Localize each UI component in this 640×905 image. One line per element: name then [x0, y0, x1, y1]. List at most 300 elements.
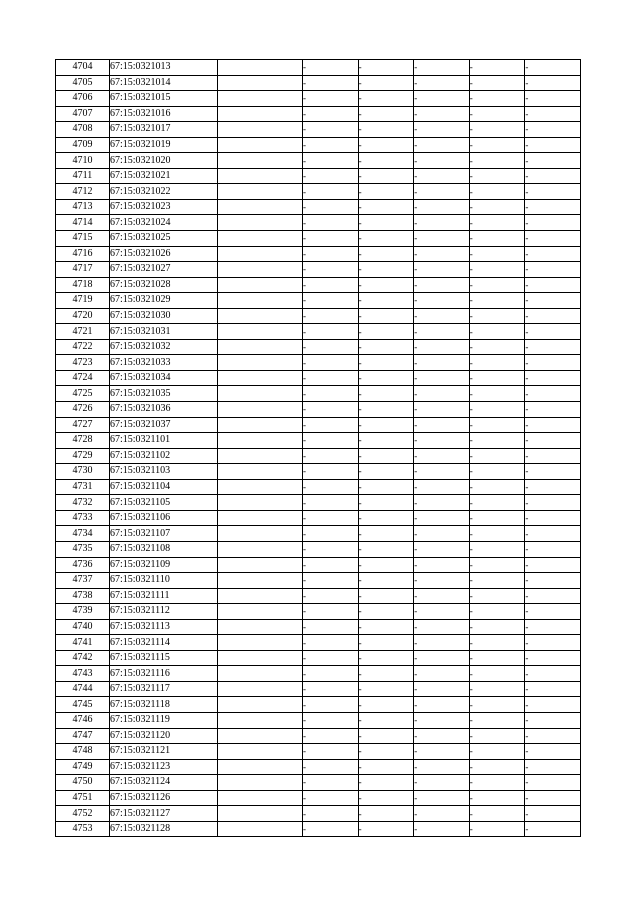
value-cell-4: - [469, 712, 525, 728]
value-cell-1: - [303, 339, 359, 355]
value-cell-1: - [303, 417, 359, 433]
name-cell [218, 821, 303, 837]
value-cell-5: - [525, 526, 581, 542]
value-cell-2: - [358, 355, 414, 371]
value-cell-1: - [303, 697, 359, 713]
table-row [56, 448, 581, 464]
value-cell-4: - [469, 324, 525, 340]
value-cell-2: - [358, 262, 414, 278]
value-cell-1: - [303, 790, 359, 806]
row-number-cell: 4725 [56, 386, 110, 402]
value-cell-2: - [358, 153, 414, 169]
cadastral-code-cell: 67:15:0321107 [110, 526, 218, 542]
name-cell [218, 75, 303, 91]
name-cell [218, 339, 303, 355]
value-cell-5: - [525, 464, 581, 480]
row-number-cell: 4739 [56, 604, 110, 620]
value-cell-3: - [414, 433, 470, 449]
table-row [56, 666, 581, 682]
value-cell-2: - [358, 510, 414, 526]
cadastral-code-cell: 67:15:0321128 [110, 821, 218, 837]
value-cell-2: - [358, 199, 414, 215]
value-cell-1: - [303, 293, 359, 309]
row-number-cell: 4731 [56, 479, 110, 495]
name-cell [218, 728, 303, 744]
value-cell-3: - [414, 308, 470, 324]
value-cell-3: - [414, 464, 470, 480]
name-cell [218, 666, 303, 682]
value-cell-2: - [358, 806, 414, 822]
table-row [56, 790, 581, 806]
cadastral-code-cell: 67:15:0321113 [110, 619, 218, 635]
value-cell-4: - [469, 184, 525, 200]
value-cell-3: - [414, 60, 470, 76]
value-cell-1: - [303, 91, 359, 107]
value-cell-5: - [525, 168, 581, 184]
value-cell-4: - [469, 588, 525, 604]
value-cell-1: - [303, 588, 359, 604]
table-row [56, 246, 581, 262]
value-cell-3: - [414, 728, 470, 744]
table-row [56, 231, 581, 247]
cadastral-code-cell: 67:15:0321104 [110, 479, 218, 495]
value-cell-1: - [303, 168, 359, 184]
row-number-cell: 4711 [56, 168, 110, 184]
table-row [56, 619, 581, 635]
value-cell-3: - [414, 184, 470, 200]
value-cell-5: - [525, 510, 581, 526]
value-cell-5: - [525, 60, 581, 76]
value-cell-5: - [525, 728, 581, 744]
row-number-cell: 4729 [56, 448, 110, 464]
row-number-cell: 4709 [56, 137, 110, 153]
cadastral-code-cell: 67:15:0321111 [110, 588, 218, 604]
row-number-cell: 4744 [56, 681, 110, 697]
value-cell-2: - [358, 231, 414, 247]
value-cell-4: - [469, 635, 525, 651]
cadastral-code-cell: 67:15:0321103 [110, 464, 218, 480]
value-cell-5: - [525, 573, 581, 589]
value-cell-2: - [358, 821, 414, 837]
value-cell-1: - [303, 402, 359, 418]
value-cell-3: - [414, 619, 470, 635]
value-cell-4: - [469, 246, 525, 262]
row-number-cell: 4741 [56, 635, 110, 651]
value-cell-2: - [358, 697, 414, 713]
value-cell-5: - [525, 324, 581, 340]
row-number-cell: 4714 [56, 215, 110, 231]
value-cell-2: - [358, 681, 414, 697]
value-cell-1: - [303, 666, 359, 682]
value-cell-4: - [469, 417, 525, 433]
value-cell-2: - [358, 728, 414, 744]
value-cell-5: - [525, 293, 581, 309]
value-cell-4: - [469, 666, 525, 682]
value-cell-5: - [525, 75, 581, 91]
value-cell-5: - [525, 246, 581, 262]
value-cell-2: - [358, 168, 414, 184]
value-cell-2: - [358, 339, 414, 355]
value-cell-3: - [414, 137, 470, 153]
cadastral-code-cell: 67:15:0321106 [110, 510, 218, 526]
value-cell-4: - [469, 464, 525, 480]
value-cell-4: - [469, 293, 525, 309]
table-row [56, 821, 581, 837]
cadastral-code-cell: 67:15:0321031 [110, 324, 218, 340]
table-row [56, 199, 581, 215]
table-row [56, 433, 581, 449]
value-cell-1: - [303, 712, 359, 728]
value-cell-5: - [525, 821, 581, 837]
value-cell-3: - [414, 168, 470, 184]
row-number-cell: 4705 [56, 75, 110, 91]
value-cell-2: - [358, 541, 414, 557]
value-cell-4: - [469, 495, 525, 511]
value-cell-5: - [525, 122, 581, 138]
value-cell-3: - [414, 417, 470, 433]
table-row [56, 417, 581, 433]
value-cell-2: - [358, 448, 414, 464]
name-cell [218, 417, 303, 433]
value-cell-1: - [303, 199, 359, 215]
row-number-cell: 4745 [56, 697, 110, 713]
cadastral-code-cell: 67:15:0321116 [110, 666, 218, 682]
value-cell-4: - [469, 402, 525, 418]
value-cell-4: - [469, 106, 525, 122]
value-cell-2: - [358, 246, 414, 262]
table-row [56, 277, 581, 293]
value-cell-4: - [469, 619, 525, 635]
value-cell-5: - [525, 681, 581, 697]
value-cell-1: - [303, 277, 359, 293]
value-cell-1: - [303, 464, 359, 480]
name-cell [218, 697, 303, 713]
value-cell-4: - [469, 759, 525, 775]
value-cell-3: - [414, 479, 470, 495]
row-number-cell: 4730 [56, 464, 110, 480]
cadastral-code-cell: 67:15:0321026 [110, 246, 218, 262]
value-cell-4: - [469, 728, 525, 744]
cadastral-code-cell: 67:15:0321114 [110, 635, 218, 651]
value-cell-3: - [414, 775, 470, 791]
value-cell-5: - [525, 91, 581, 107]
value-cell-3: - [414, 759, 470, 775]
cadastral-code-cell: 67:15:0321020 [110, 153, 218, 169]
value-cell-1: - [303, 370, 359, 386]
table-row [56, 495, 581, 511]
value-cell-5: - [525, 479, 581, 495]
value-cell-3: - [414, 106, 470, 122]
value-cell-1: - [303, 215, 359, 231]
name-cell [218, 153, 303, 169]
value-cell-2: - [358, 417, 414, 433]
table-row [56, 775, 581, 791]
table-row [56, 526, 581, 542]
row-number-cell: 4736 [56, 557, 110, 573]
table-row [56, 806, 581, 822]
value-cell-4: - [469, 75, 525, 91]
value-cell-1: - [303, 728, 359, 744]
row-number-cell: 4715 [56, 231, 110, 247]
value-cell-5: - [525, 448, 581, 464]
document-page [55, 59, 581, 837]
value-cell-3: - [414, 231, 470, 247]
row-number-cell: 4728 [56, 433, 110, 449]
value-cell-2: - [358, 293, 414, 309]
value-cell-5: - [525, 277, 581, 293]
table-row [56, 712, 581, 728]
value-cell-5: - [525, 744, 581, 760]
name-cell [218, 277, 303, 293]
cadastral-code-cell: 67:15:0321101 [110, 433, 218, 449]
value-cell-2: - [358, 386, 414, 402]
value-cell-1: - [303, 821, 359, 837]
value-cell-3: - [414, 355, 470, 371]
name-cell [218, 619, 303, 635]
value-cell-5: - [525, 697, 581, 713]
value-cell-1: - [303, 619, 359, 635]
value-cell-1: - [303, 526, 359, 542]
name-cell [218, 106, 303, 122]
value-cell-4: - [469, 60, 525, 76]
table-row [56, 324, 581, 340]
value-cell-4: - [469, 91, 525, 107]
value-cell-5: - [525, 231, 581, 247]
value-cell-1: - [303, 60, 359, 76]
value-cell-5: - [525, 650, 581, 666]
value-cell-3: - [414, 199, 470, 215]
value-cell-2: - [358, 184, 414, 200]
name-cell [218, 464, 303, 480]
value-cell-2: - [358, 277, 414, 293]
value-cell-1: - [303, 759, 359, 775]
table-row [56, 293, 581, 309]
value-cell-1: - [303, 386, 359, 402]
row-number-cell: 4722 [56, 339, 110, 355]
value-cell-1: - [303, 137, 359, 153]
value-cell-4: - [469, 650, 525, 666]
table-row [56, 604, 581, 620]
value-cell-2: - [358, 308, 414, 324]
row-number-cell: 4721 [56, 324, 110, 340]
value-cell-2: - [358, 604, 414, 620]
value-cell-1: - [303, 153, 359, 169]
name-cell [218, 402, 303, 418]
value-cell-1: - [303, 744, 359, 760]
value-cell-3: - [414, 339, 470, 355]
value-cell-3: - [414, 790, 470, 806]
name-cell [218, 806, 303, 822]
table-row [56, 588, 581, 604]
value-cell-1: - [303, 510, 359, 526]
value-cell-4: - [469, 573, 525, 589]
row-number-cell: 4732 [56, 495, 110, 511]
value-cell-4: - [469, 775, 525, 791]
value-cell-2: - [358, 370, 414, 386]
row-number-cell: 4713 [56, 199, 110, 215]
value-cell-4: - [469, 806, 525, 822]
row-number-cell: 4710 [56, 153, 110, 169]
value-cell-4: - [469, 821, 525, 837]
value-cell-2: - [358, 324, 414, 340]
name-cell [218, 355, 303, 371]
row-number-cell: 4720 [56, 308, 110, 324]
value-cell-3: - [414, 448, 470, 464]
value-cell-3: - [414, 293, 470, 309]
value-cell-1: - [303, 806, 359, 822]
value-cell-1: - [303, 106, 359, 122]
value-cell-4: - [469, 168, 525, 184]
name-cell [218, 510, 303, 526]
name-cell [218, 526, 303, 542]
cadastral-code-cell: 67:15:0321033 [110, 355, 218, 371]
cadastral-code-cell: 67:15:0321025 [110, 231, 218, 247]
value-cell-1: - [303, 324, 359, 340]
value-cell-1: - [303, 650, 359, 666]
row-number-cell: 4734 [56, 526, 110, 542]
value-cell-1: - [303, 122, 359, 138]
cadastral-code-cell: 67:15:0321029 [110, 293, 218, 309]
cadastral-code-cell: 67:15:0321028 [110, 277, 218, 293]
table-row [56, 697, 581, 713]
value-cell-2: - [358, 60, 414, 76]
row-number-cell: 4727 [56, 417, 110, 433]
value-cell-5: - [525, 386, 581, 402]
value-cell-3: - [414, 277, 470, 293]
value-cell-3: - [414, 370, 470, 386]
value-cell-5: - [525, 153, 581, 169]
cadastral-code-cell: 67:15:0321117 [110, 681, 218, 697]
value-cell-1: - [303, 681, 359, 697]
value-cell-5: - [525, 666, 581, 682]
name-cell [218, 650, 303, 666]
name-cell [218, 137, 303, 153]
row-number-cell: 4743 [56, 666, 110, 682]
value-cell-4: - [469, 262, 525, 278]
value-cell-2: - [358, 75, 414, 91]
table-body [56, 60, 581, 837]
value-cell-2: - [358, 495, 414, 511]
value-cell-5: - [525, 308, 581, 324]
value-cell-3: - [414, 821, 470, 837]
value-cell-4: - [469, 433, 525, 449]
row-number-cell: 4724 [56, 370, 110, 386]
cadastral-code-cell: 67:15:0321032 [110, 339, 218, 355]
value-cell-3: - [414, 557, 470, 573]
value-cell-5: - [525, 604, 581, 620]
cadastral-code-cell: 67:15:0321022 [110, 184, 218, 200]
value-cell-4: - [469, 448, 525, 464]
table-row [56, 386, 581, 402]
name-cell [218, 557, 303, 573]
value-cell-3: - [414, 806, 470, 822]
value-cell-1: - [303, 557, 359, 573]
cadastral-code-cell: 67:15:0321127 [110, 806, 218, 822]
cadastral-code-cell: 67:15:0321035 [110, 386, 218, 402]
table-row [56, 557, 581, 573]
value-cell-5: - [525, 433, 581, 449]
value-cell-5: - [525, 370, 581, 386]
row-number-cell: 4717 [56, 262, 110, 278]
value-cell-2: - [358, 790, 414, 806]
name-cell [218, 479, 303, 495]
value-cell-5: - [525, 339, 581, 355]
name-cell [218, 122, 303, 138]
value-cell-4: - [469, 137, 525, 153]
name-cell [218, 199, 303, 215]
cadastral-code-cell: 67:15:0321017 [110, 122, 218, 138]
value-cell-4: - [469, 122, 525, 138]
value-cell-5: - [525, 541, 581, 557]
table-row [56, 681, 581, 697]
value-cell-3: - [414, 75, 470, 91]
value-cell-3: - [414, 712, 470, 728]
table-row [56, 573, 581, 589]
name-cell [218, 262, 303, 278]
table-row [56, 184, 581, 200]
value-cell-1: - [303, 355, 359, 371]
name-cell [218, 573, 303, 589]
value-cell-4: - [469, 697, 525, 713]
name-cell [218, 495, 303, 511]
value-cell-4: - [469, 308, 525, 324]
cadastral-code-cell: 67:15:0321109 [110, 557, 218, 573]
value-cell-2: - [358, 91, 414, 107]
cadastral-code-cell: 67:15:0321030 [110, 308, 218, 324]
value-cell-2: - [358, 464, 414, 480]
value-cell-4: - [469, 510, 525, 526]
row-number-cell: 4712 [56, 184, 110, 200]
value-cell-2: - [358, 106, 414, 122]
value-cell-1: - [303, 184, 359, 200]
table-row [56, 510, 581, 526]
value-cell-5: - [525, 106, 581, 122]
name-cell [218, 759, 303, 775]
name-cell [218, 635, 303, 651]
value-cell-4: - [469, 386, 525, 402]
table-row [56, 75, 581, 91]
name-cell [218, 681, 303, 697]
row-number-cell: 4751 [56, 790, 110, 806]
row-number-cell: 4726 [56, 402, 110, 418]
row-number-cell: 4740 [56, 619, 110, 635]
value-cell-5: - [525, 355, 581, 371]
value-cell-1: - [303, 231, 359, 247]
table-row [56, 650, 581, 666]
name-cell [218, 293, 303, 309]
table-row [56, 479, 581, 495]
row-number-cell: 4706 [56, 91, 110, 107]
row-number-cell: 4735 [56, 541, 110, 557]
value-cell-4: - [469, 277, 525, 293]
value-cell-5: - [525, 417, 581, 433]
row-number-cell: 4747 [56, 728, 110, 744]
row-number-cell: 4723 [56, 355, 110, 371]
name-cell [218, 308, 303, 324]
value-cell-2: - [358, 479, 414, 495]
value-cell-2: - [358, 666, 414, 682]
row-number-cell: 4748 [56, 744, 110, 760]
name-cell [218, 448, 303, 464]
value-cell-1: - [303, 246, 359, 262]
name-cell [218, 324, 303, 340]
cadastral-code-cell: 67:15:0321119 [110, 712, 218, 728]
value-cell-2: - [358, 712, 414, 728]
value-cell-4: - [469, 790, 525, 806]
value-cell-5: - [525, 806, 581, 822]
table-row [56, 541, 581, 557]
cadastral-code-cell: 67:15:0321118 [110, 697, 218, 713]
